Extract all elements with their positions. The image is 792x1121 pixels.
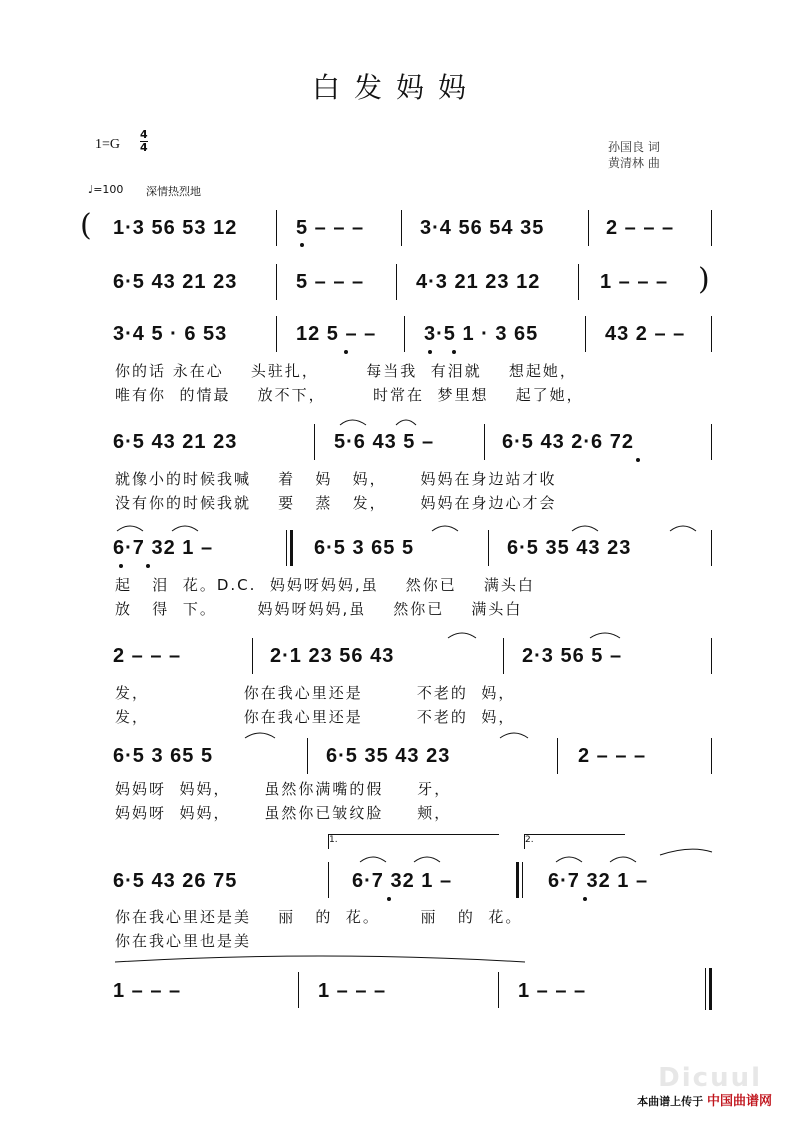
volta-label: 1.: [329, 835, 338, 845]
measure: 6·5 3 65 5: [314, 537, 415, 559]
low-octave-dot: [636, 458, 640, 462]
low-octave-dot: [146, 564, 150, 568]
slur-arc: [172, 526, 198, 531]
slur-arc: [432, 526, 458, 531]
barline: [557, 738, 558, 774]
footer: [637, 1090, 772, 1109]
lyrics-verse-1: 发， 你在我心里还是 不老的 妈，: [115, 684, 516, 702]
slur-arc: [556, 857, 582, 862]
measure: 3·4 5 · 6 53: [113, 323, 228, 345]
barline: [404, 316, 405, 352]
time-top: 4: [140, 128, 148, 141]
barline: [276, 316, 277, 352]
low-octave-dot: [452, 350, 456, 354]
volta-label: 2.: [525, 835, 534, 845]
measure: 2·3 56 5 –: [522, 645, 623, 667]
watermark: Dicuul: [658, 1063, 762, 1093]
tie-arc: [115, 956, 525, 962]
slur-arc: [670, 526, 696, 531]
measure: 2 – – –: [113, 645, 182, 667]
close-paren: ): [698, 262, 710, 297]
slur-arc: [500, 733, 528, 738]
measure: 3·5 1 · 3 65: [424, 323, 539, 345]
barline: [488, 530, 489, 566]
lyrics-verse-1: 起 泪 花。D.C. 妈妈呀妈妈,虽 然你已 满头白: [115, 576, 535, 594]
lyrics-verse-2: 发， 你在我心里还是 不老的 妈，: [115, 708, 516, 726]
low-octave-dot: [583, 897, 587, 901]
measure: 6·5 43 21 23: [113, 271, 238, 293]
open-paren: (: [80, 208, 92, 243]
time-signature: [140, 129, 148, 154]
footer-brand-link[interactable]: 中国曲谱网: [706, 1094, 772, 1109]
lyricist-credit: 孙国良 词: [608, 140, 660, 154]
time-bottom: 4: [140, 141, 148, 154]
measure: 1 – – –: [113, 980, 182, 1002]
lyrics-verse-1: 妈妈呀 妈妈， 虽然你满嘴的假 牙，: [115, 780, 452, 798]
volta-bracket-2: [524, 834, 625, 849]
final-barline-thick: [709, 968, 712, 1010]
slur-arc: [340, 420, 366, 425]
barline: [711, 638, 712, 674]
measure: 3·4 56 54 35: [420, 217, 545, 239]
lyrics-verse-1: 你的话 永在心 头驻扎， 每当我 有泪就 想起她，: [115, 362, 577, 380]
measure: 6·5 43 21 23: [113, 431, 238, 453]
measure: 6·7 32 1 –: [548, 870, 649, 892]
low-octave-dot: [387, 897, 391, 901]
barline: [588, 210, 589, 246]
slur-arc: [245, 733, 275, 738]
measure: 5·6 43 5 –: [334, 431, 435, 453]
measure: 1 – – –: [600, 271, 669, 293]
barline: [711, 530, 712, 566]
measure: 1·3 56 53 12: [113, 217, 238, 239]
barline: [711, 424, 712, 460]
barline: [276, 264, 277, 300]
final-barline-thin: [705, 968, 706, 1010]
barline: [503, 638, 504, 674]
measure: 2 – – –: [606, 217, 675, 239]
measure: 43 2 – –: [605, 323, 686, 345]
barline: [252, 638, 253, 674]
barline: [585, 316, 586, 352]
measure: 1 – – –: [318, 980, 387, 1002]
measure: 12 5 – –: [296, 323, 377, 345]
low-octave-dot: [344, 350, 348, 354]
measure: 5 – – –: [296, 217, 365, 239]
key-signature: 1=G: [95, 137, 121, 152]
slur-arc: [414, 857, 440, 862]
measure: 2 – – –: [578, 745, 647, 767]
barline: [711, 210, 712, 246]
barline: [711, 316, 712, 352]
barline: [484, 424, 485, 460]
barline: [396, 264, 397, 300]
measure: 6·5 35 43 23: [326, 745, 451, 767]
page-title: 白发妈妈: [311, 71, 480, 104]
barline: [298, 972, 299, 1008]
measure: 2·1 23 56 43: [270, 645, 395, 667]
footer-text: 本曲谱上传于: [637, 1095, 704, 1108]
slur-arc: [572, 526, 598, 531]
barline: [276, 210, 277, 246]
measure: 4·3 21 23 12: [416, 271, 541, 293]
repeat-barline: [516, 862, 519, 898]
lyrics-verse-1: 就像小的时候我喊 着 妈 妈， 妈妈在身边站才收: [115, 470, 557, 488]
lyrics-verse-2: 妈妈呀 妈妈， 虽然你已皱纹脸 颊，: [115, 804, 452, 822]
low-octave-dot: [119, 564, 123, 568]
slur-arc: [396, 420, 416, 425]
slur-arc: [610, 857, 636, 862]
barline: [314, 424, 315, 460]
slur-arc: [448, 633, 476, 638]
barline: [498, 972, 499, 1008]
composer-credit: 黄清林 曲: [608, 156, 660, 170]
measure: 6·5 3 65 5: [113, 745, 214, 767]
lyrics-verse-2: 你在我心里也是美: [115, 932, 252, 950]
lyrics-verse-2: 没有你的时候我就 要 蒸 发， 妈妈在身边心才会: [115, 494, 557, 512]
tempo-marking: ♩=100: [88, 183, 124, 196]
barline: [286, 530, 287, 566]
repeat-barline: [290, 530, 293, 566]
tie-arc: [660, 849, 712, 855]
slur-arc: [117, 526, 143, 531]
lyrics-verse-2: 放 得 下。 妈妈呀妈妈,虽 然你已 满头白: [115, 600, 523, 618]
barline: [711, 738, 712, 774]
measure: 6·5 43 26 75: [113, 870, 238, 892]
measure: 6·5 35 43 23: [507, 537, 632, 559]
measure: 1 – – –: [518, 980, 587, 1002]
barline: [328, 862, 329, 898]
volta-bracket-1: [328, 834, 499, 849]
expression-marking: 深情热烈地: [146, 185, 201, 198]
measure: 6·7 32 1 –: [113, 537, 214, 559]
barline: [522, 862, 523, 898]
barline: [307, 738, 308, 774]
low-octave-dot: [428, 350, 432, 354]
barline: [578, 264, 579, 300]
slur-arc: [590, 633, 620, 638]
measure: 6·5 43 2·6 72: [502, 431, 634, 453]
measure: 5 – – –: [296, 271, 365, 293]
measure: 6·7 32 1 –: [352, 870, 453, 892]
lyrics-verse-1: 你在我心里还是美 丽 的 花。 丽 的 花。: [115, 908, 523, 926]
barline: [401, 210, 402, 246]
lyrics-verse-2: 唯有你 的情最 放不下， 时常在 梦里想 起了她，: [115, 386, 584, 404]
low-octave-dot: [300, 243, 304, 247]
slur-arc: [360, 857, 386, 862]
